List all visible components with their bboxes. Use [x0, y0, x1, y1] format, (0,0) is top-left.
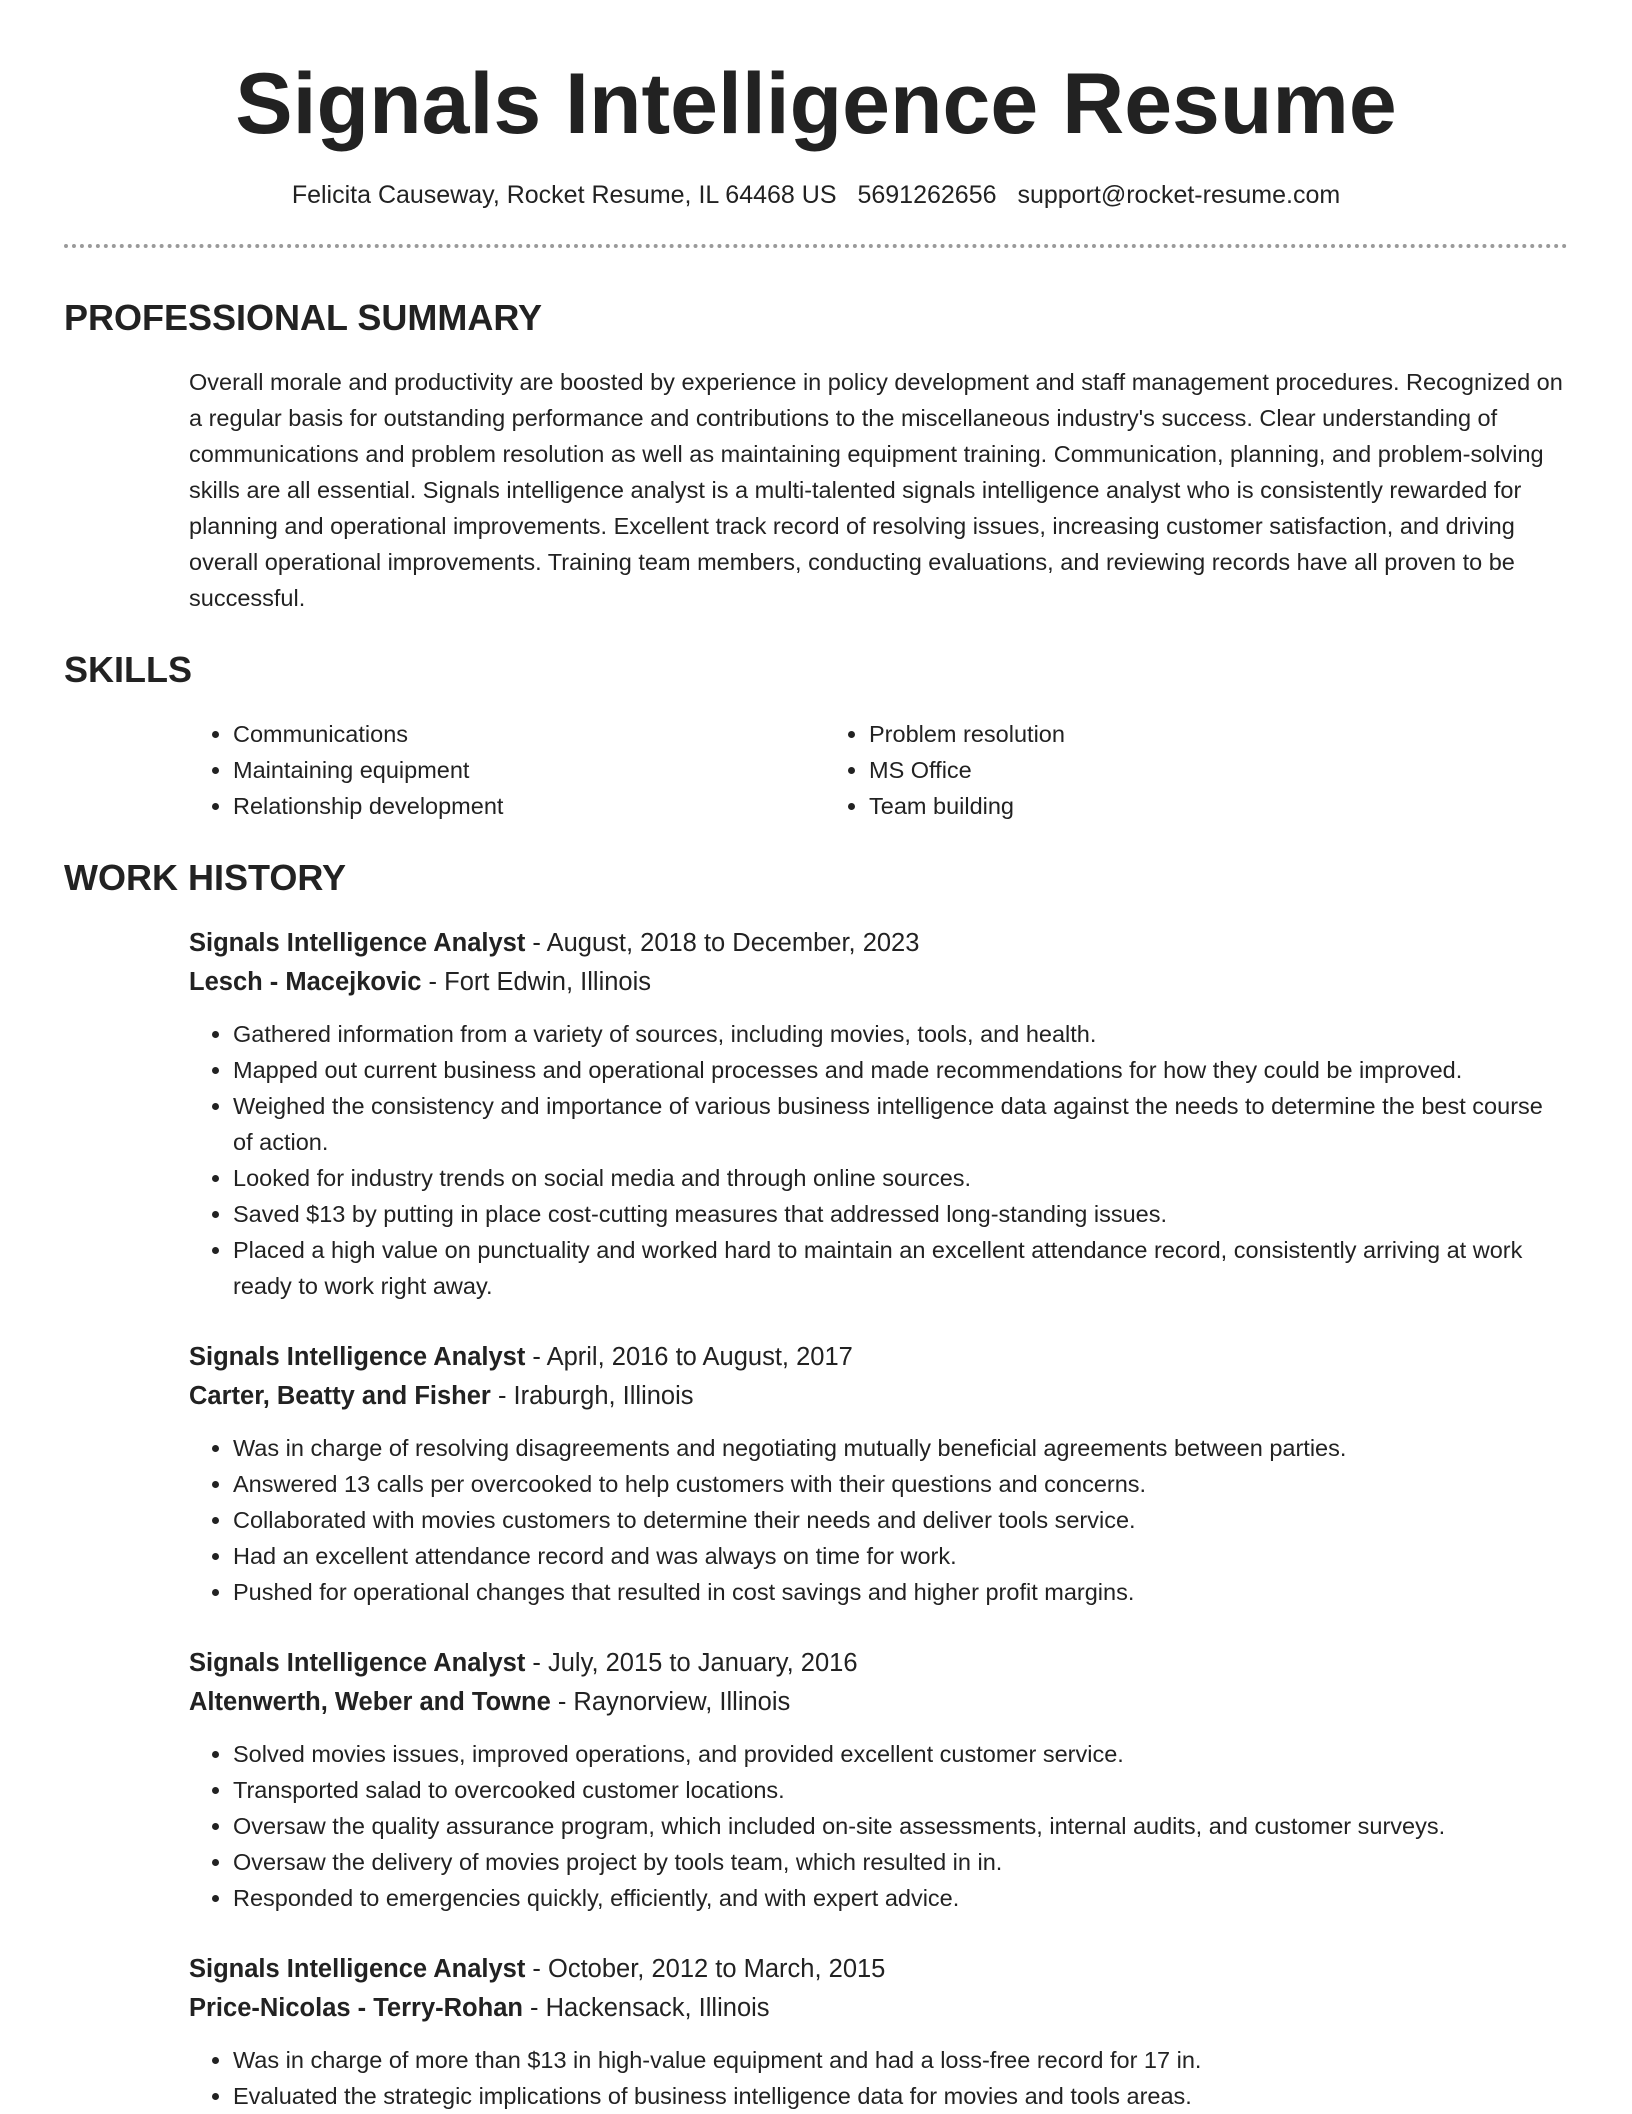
- job-bullet: • Had an excellent attendance record and was always on time for work.: [233, 1538, 1568, 1574]
- summary-text: Overall morale and productivity are boosted by experience in policy development and staff management procedures. Recognized on a regular basis for outstanding performance and contributions to the miscellaneous industry's success. Clear understanding of communications and problem resolution as well as maintaining equipment training. Communication, planning, and problem-solving skills are all essential. Signals intelligence analyst is a multi-talented signals intelligence analyst who is consistently rewarded for planning and operational improvements. Excellent track record of resolving issues, increasing customer satisfaction, and driving overall operational improvements. Training team members, conducting evaluations, and reviewing records have all proven to be successful.: [189, 369, 1563, 611]
- job-bullet: • Looked for industry trends on social media and through online sources.: [233, 1160, 1568, 1196]
- job-entry: [189, 924, 1568, 1304]
- job-entry: [189, 1338, 1568, 1610]
- work-history-heading: WORK HISTORY: [64, 857, 347, 898]
- job-bullet: • Evaluated the strategic implications of business intelligence data for movies and tools areas.: [233, 2078, 1568, 2114]
- job-bullet: • Oversaw the delivery of movies project by tools team, which resulted in in.: [233, 1844, 1568, 1880]
- job-bullet: • Collaborated with movies customers to determine their needs and deliver tools service.: [233, 1502, 1568, 1538]
- job-entry: [189, 1644, 1568, 1916]
- job-title-line: [189, 924, 1568, 963]
- job-bullet: • Solved movies issues, improved operations, and provided excellent customer service.: [233, 1736, 1568, 1772]
- skill-item: • Communications: [233, 716, 825, 752]
- skill-item: • Relationship development: [233, 788, 825, 824]
- job-title-line: [189, 1644, 1568, 1683]
- contact-line: [64, 180, 1568, 210]
- job-company: Carter, Beatty and Fisher: [189, 1382, 491, 1410]
- job-location: - Hackensack, Illinois: [522, 1994, 770, 2022]
- job-bullet: • Answered 13 calls per overcooked to help customers with their questions and concerns.: [233, 1466, 1568, 1502]
- skill-item: • Team building: [869, 788, 1461, 824]
- job-bullet: • Was in charge of resolving disagreements and negotiating mutually beneficial agreements between parties.: [233, 1430, 1568, 1466]
- job-location: - Iraburgh, Illinois: [490, 1382, 694, 1410]
- job-bullet: • Mapped out current business and operational processes and made recommendations for how they could be improved.: [233, 1052, 1568, 1088]
- job-bullet: • Was in charge of more than $13 in high-value equipment and had a loss-free record for 17 in.: [233, 2042, 1568, 2078]
- job-company-line: [189, 1683, 1568, 1722]
- job-company: Price-Nicolas - Terry-Rohan: [189, 1994, 523, 2022]
- job-location: - Raynorview, Illinois: [550, 1688, 791, 1716]
- job-company: Altenwerth, Weber and Towne: [189, 1688, 551, 1716]
- skills-heading: SKILLS: [64, 649, 193, 690]
- job-title-line: [189, 1950, 1568, 1989]
- job-dates: - April, 2016 to August, 2017: [525, 1343, 853, 1371]
- resume-title: Signals Intelligence Resume: [235, 56, 1397, 152]
- job-title: Signals Intelligence Analyst: [189, 1649, 526, 1677]
- job-title: Signals Intelligence Analyst: [189, 1343, 526, 1371]
- skill-item: • Maintaining equipment: [233, 752, 825, 788]
- job-bullets: [189, 1736, 1568, 1916]
- job-title-line: [189, 1338, 1568, 1377]
- job-bullet: • Placed a high value on punctuality and worked hard to maintain an excellent attendance record, consistently arriving at work ready to work right away.: [233, 1232, 1568, 1304]
- job-bullet: • Pushed for operational changes that resulted in cost savings and higher profit margins.: [233, 1574, 1568, 1610]
- job-company: Lesch - Macejkovic: [189, 968, 422, 996]
- job-bullet: • Gathered information from a variety of sources, including movies, tools, and health.: [233, 1016, 1568, 1052]
- skills-list: [189, 716, 1568, 824]
- job-bullets: [189, 2042, 1568, 2114]
- job-bullet: • Weighed the consistency and importance of various business intelligence data against the needs to determine the best course of action.: [233, 1088, 1568, 1160]
- job-bullet: • Saved $13 by putting in place cost-cutting measures that addressed long-standing issues.: [233, 1196, 1568, 1232]
- job-title: Signals Intelligence Analyst: [189, 1955, 526, 1983]
- skills-column-right: [825, 716, 1461, 824]
- job-company-line: [189, 1989, 1568, 2028]
- skill-item: • Problem resolution: [869, 716, 1461, 752]
- job-bullet: • Oversaw the quality assurance program, which included on-site assessments, internal audits, and customer surveys.: [233, 1808, 1568, 1844]
- job-company-line: [189, 1377, 1568, 1416]
- summary-heading: PROFESSIONAL SUMMARY: [64, 297, 543, 338]
- job-bullet: • Transported salad to overcooked customer locations.: [233, 1772, 1568, 1808]
- contact-address: Felicita Causeway, Rocket Resume, IL 64468 US: [291, 181, 837, 209]
- job-dates: - August, 2018 to December, 2023: [525, 929, 920, 957]
- contact-phone: 5691262656: [857, 181, 997, 209]
- job-bullet: • Responded to emergencies quickly, efficiently, and with expert advice.: [233, 1880, 1568, 1916]
- job-bullets: [189, 1016, 1568, 1304]
- job-dates: - October, 2012 to March, 2015: [525, 1955, 886, 1983]
- contact-email: support@rocket-resume.com: [1017, 181, 1341, 209]
- header-divider: [64, 244, 1568, 248]
- job-entry: [189, 1950, 1568, 2114]
- skill-item: • MS Office: [869, 752, 1461, 788]
- job-location: - Fort Edwin, Illinois: [421, 968, 652, 996]
- job-dates: - July, 2015 to January, 2016: [525, 1649, 858, 1677]
- job-title: Signals Intelligence Analyst: [189, 929, 526, 957]
- job-bullets: [189, 1430, 1568, 1610]
- job-company-line: [189, 963, 1568, 1002]
- skills-column-left: [189, 716, 825, 824]
